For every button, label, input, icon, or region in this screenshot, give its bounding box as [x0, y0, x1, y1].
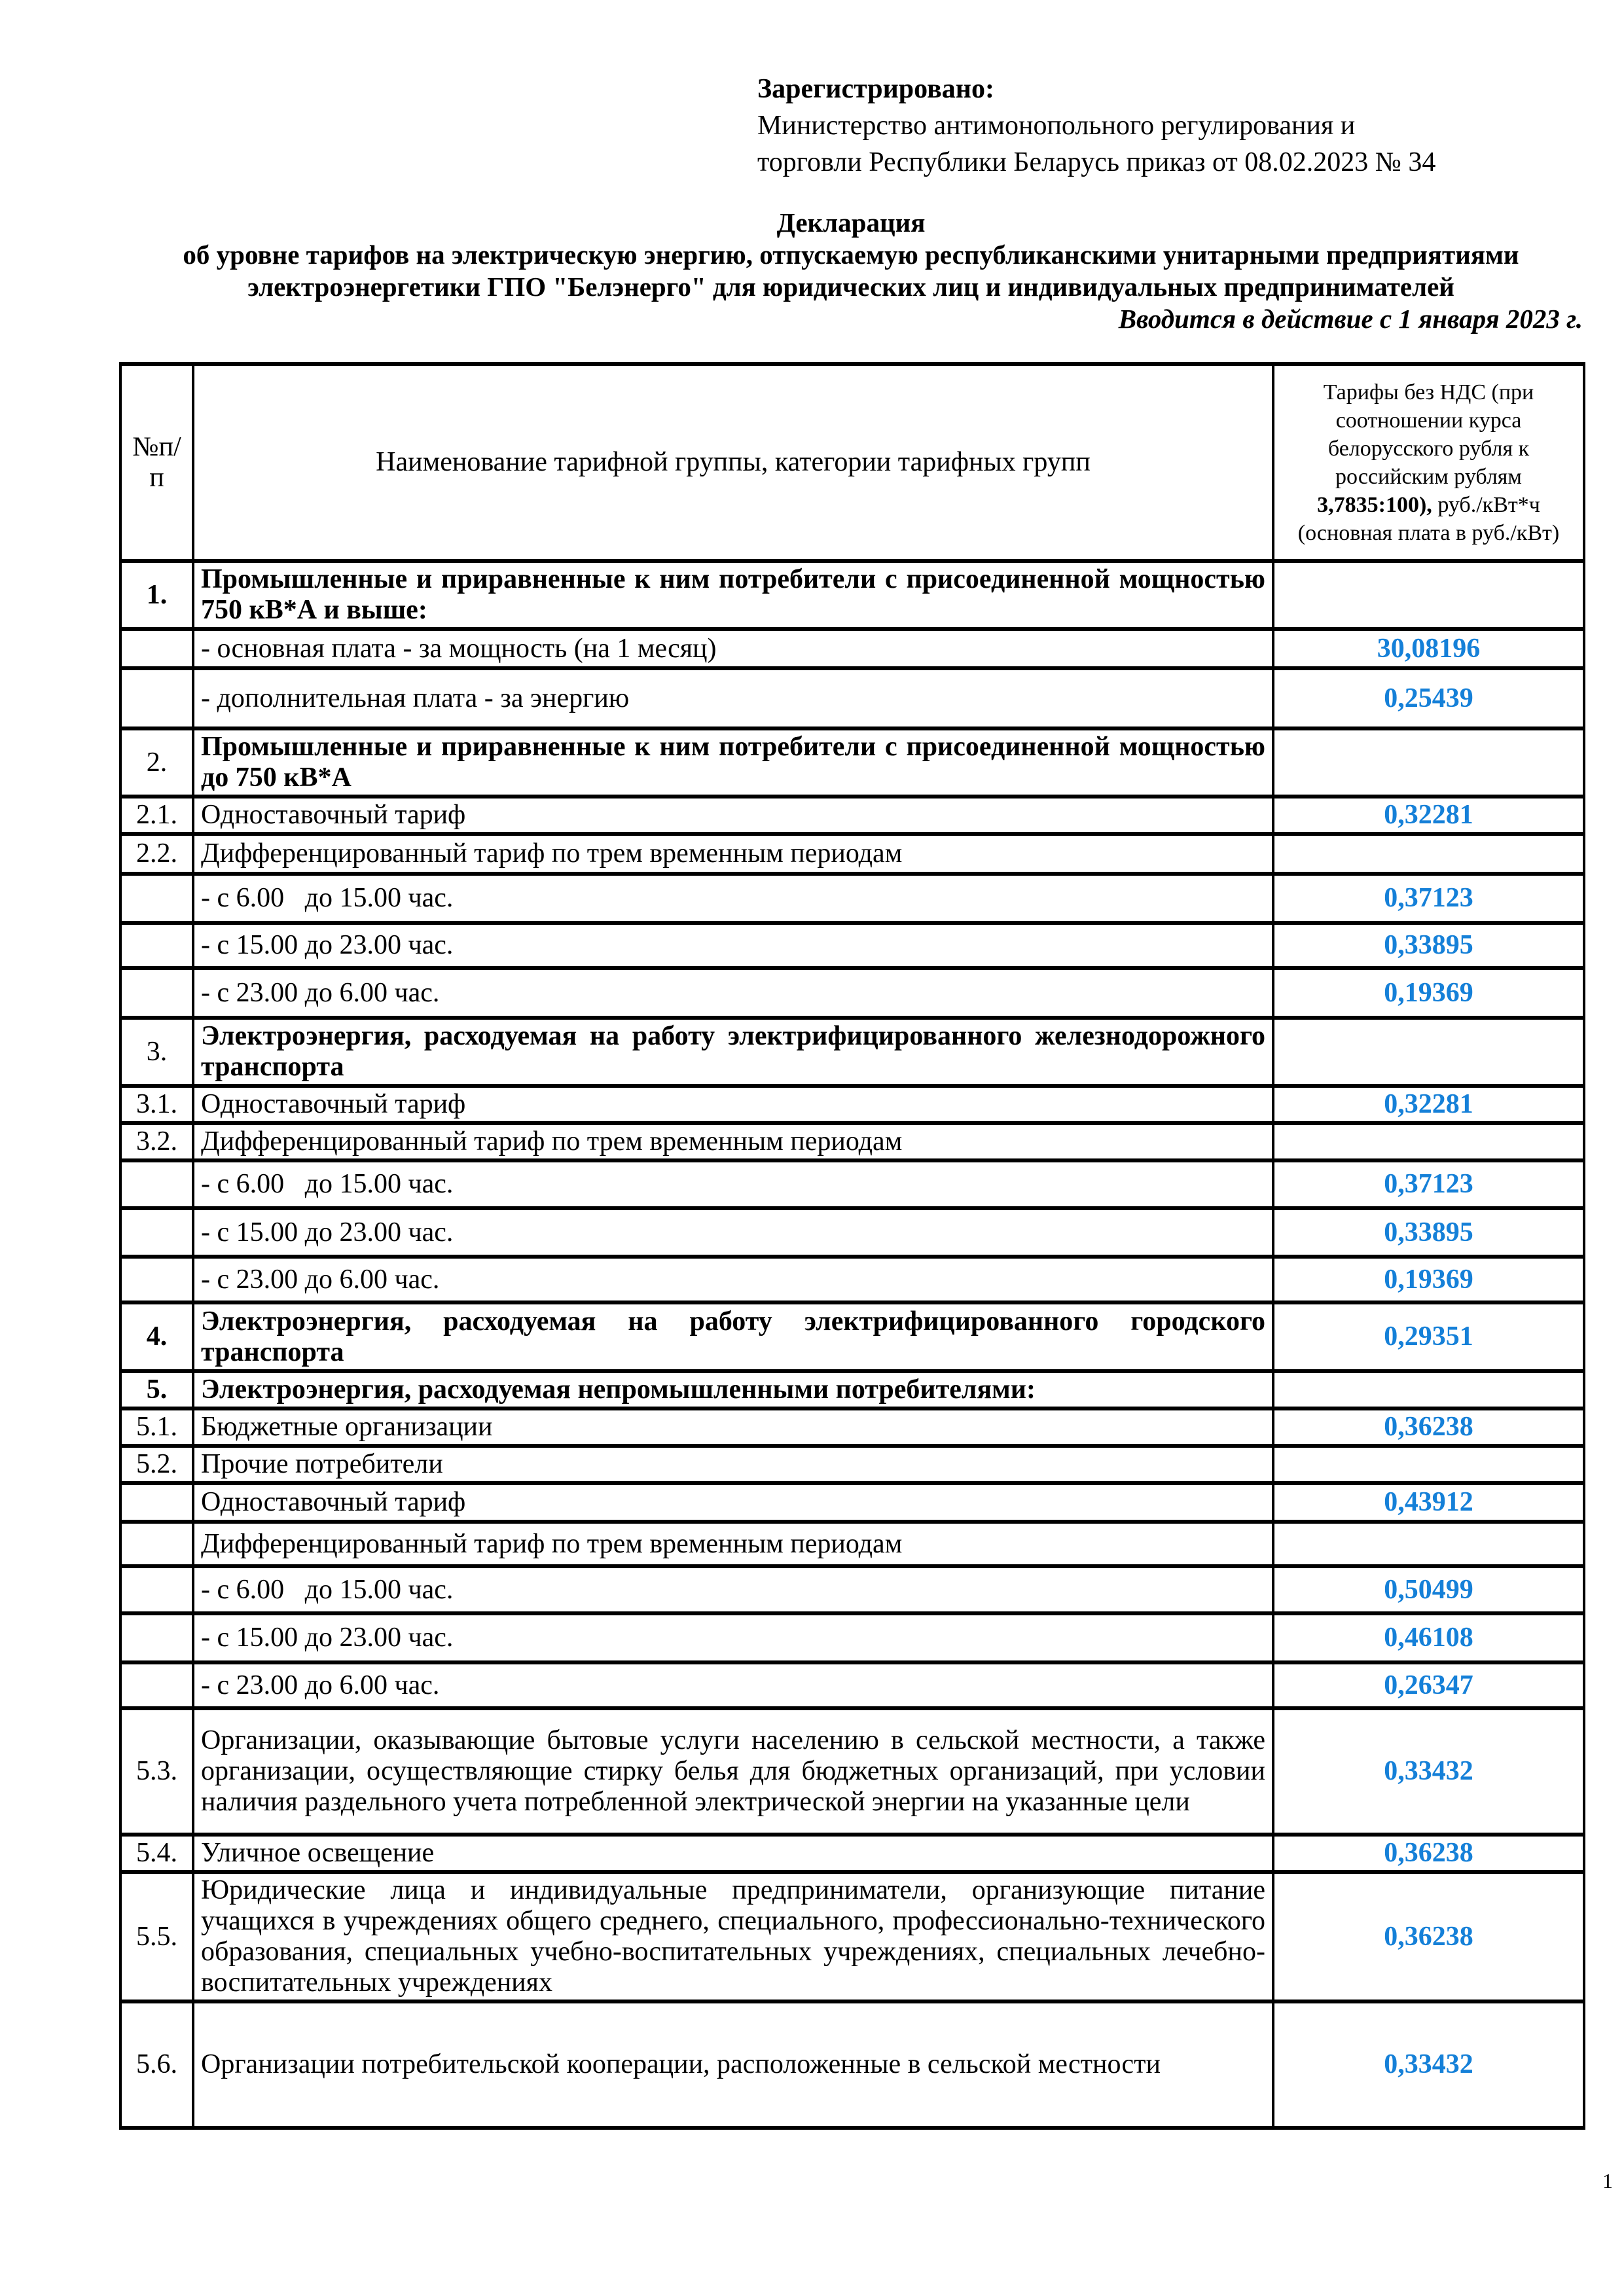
table-row	[120, 1566, 1584, 1613]
table-row	[120, 1483, 1584, 1522]
table-row	[120, 2001, 1584, 2128]
row-number: 3.1.	[120, 1086, 193, 1123]
tariff-group-label: Одноставочный тариф	[193, 797, 1273, 834]
tariff-group-label: - с 15.00 до 23.00 час.	[193, 1208, 1273, 1257]
tariff-value: 0,19369	[1273, 1257, 1584, 1302]
tariff-value: 0,50499	[1273, 1566, 1584, 1613]
table-row	[120, 1522, 1584, 1566]
registered-block	[757, 71, 1435, 181]
row-number	[120, 923, 193, 968]
tariff-group-label: Организации потребительской кооперации, расположенные в сельской местности	[193, 2001, 1273, 2128]
tariff-group-label: Электроэнергия, расходуемая на работу электрифицированного железнодорожного транспорта	[193, 1018, 1273, 1086]
registered-label: Зарегистрировано:	[757, 74, 994, 104]
page-title: Декларация	[776, 207, 926, 238]
tariff-group-label: Одноставочный тариф	[193, 1086, 1273, 1123]
tariff-value	[1273, 1371, 1584, 1408]
table-row	[120, 1408, 1584, 1446]
tariff-group-label: Прочие потребители	[193, 1446, 1273, 1483]
col-tariff-header	[1273, 364, 1584, 561]
title-block	[119, 207, 1583, 335]
row-number	[120, 1522, 193, 1566]
tariff-group-label: Дифференцированный тариф по трем временным периодам	[193, 834, 1273, 874]
row-number: 2.2.	[120, 834, 193, 874]
tariff-group-label: - основная плата - за мощность (на 1 месяц)	[193, 629, 1273, 668]
table-row	[120, 797, 1584, 834]
col-tariff-header-prefix: Тарифы без НДС (при соотношении курса белорусского рубля к российским рублям	[1323, 380, 1534, 489]
tariff-value	[1273, 1123, 1584, 1160]
table-row	[120, 728, 1584, 797]
row-number	[120, 1257, 193, 1302]
tariff-table	[119, 362, 1585, 2130]
table-row	[120, 1208, 1584, 1257]
tariff-group-label: - с 6.00 до 15.00 час.	[193, 1160, 1273, 1208]
row-number: 5.6.	[120, 2001, 193, 2128]
table-row	[120, 1018, 1584, 1086]
row-number: 5.5.	[120, 1872, 193, 2001]
tariff-value: 0,25439	[1273, 668, 1584, 728]
row-number	[120, 1160, 193, 1208]
tariff-value: 0,33895	[1273, 1208, 1584, 1257]
row-number: 4.	[120, 1302, 193, 1371]
tariff-value: 30,08196	[1273, 629, 1584, 668]
tariff-value: 0,33432	[1273, 1708, 1584, 1835]
table-row	[120, 668, 1584, 728]
tariff-group-label: Электроэнергия, расходуемая на работу электрифицированного городского транспорта	[193, 1302, 1273, 1371]
table-row	[120, 1371, 1584, 1408]
row-number	[120, 1662, 193, 1708]
registered-line: Министерство антимонопольного регулирования и	[757, 111, 1356, 141]
table-row	[120, 1257, 1584, 1302]
row-number	[120, 1208, 193, 1257]
row-number: 3.	[120, 1018, 193, 1086]
table-row	[120, 1446, 1584, 1483]
row-number	[120, 629, 193, 668]
tariff-value	[1273, 561, 1584, 629]
tariff-value	[1273, 834, 1584, 874]
tariff-group-label: - с 23.00 до 6.00 час.	[193, 1662, 1273, 1708]
tariff-value: 0,37123	[1273, 1160, 1584, 1208]
table-row	[120, 1302, 1584, 1371]
col-number-header: №п/п	[120, 364, 193, 561]
tariff-value	[1273, 1446, 1584, 1483]
tariff-value: 0,33432	[1273, 2001, 1584, 2128]
tariff-group-label: Уличное освещение	[193, 1835, 1273, 1872]
table-row	[120, 1872, 1584, 2001]
row-number: 1.	[120, 561, 193, 629]
tariff-table-body	[120, 561, 1584, 2128]
col-name-header: Наименование тарифной группы, категории тарифных групп	[193, 364, 1273, 561]
row-number	[120, 1613, 193, 1662]
tariff-table-header	[120, 364, 1584, 561]
tariff-value: 0,46108	[1273, 1613, 1584, 1662]
row-number: 5.3.	[120, 1708, 193, 1835]
table-row	[120, 874, 1584, 923]
row-number: 2.1.	[120, 797, 193, 834]
col-tariff-header-rate: 3,7835:100),	[1317, 492, 1432, 517]
tariff-group-label: Дифференцированный тариф по трем временным периодам	[193, 1123, 1273, 1160]
tariff-group-label: - с 15.00 до 23.00 час.	[193, 923, 1273, 968]
table-row	[120, 923, 1584, 968]
table-row	[120, 1835, 1584, 1872]
tariff-group-label: Бюджетные организации	[193, 1408, 1273, 1446]
tariff-group-label: - с 6.00 до 15.00 час.	[193, 1566, 1273, 1613]
row-number: 2.	[120, 728, 193, 797]
table-row	[120, 629, 1584, 668]
row-number	[120, 1483, 193, 1522]
tariff-value: 0,29351	[1273, 1302, 1584, 1371]
row-number: 5.1.	[120, 1408, 193, 1446]
row-number: 5.	[120, 1371, 193, 1408]
row-number: 5.4.	[120, 1835, 193, 1872]
row-number: 5.2.	[120, 1446, 193, 1483]
effective-date-note: Вводится в действие с 1 января 2023 г.	[1118, 304, 1583, 334]
tariff-group-label: Одноставочный тариф	[193, 1483, 1273, 1522]
row-number	[120, 1566, 193, 1613]
tariff-value: 0,33895	[1273, 923, 1584, 968]
title-subtitle-line: об уровне тарифов на электрическую энергию, отпускаемую республиканскими унитарными предприятиями	[183, 240, 1519, 270]
tariff-value: 0,36238	[1273, 1835, 1584, 1872]
row-number: 3.2.	[120, 1123, 193, 1160]
tariff-value: 0,32281	[1273, 1086, 1584, 1123]
tariff-group-label: - с 23.00 до 6.00 час.	[193, 1257, 1273, 1302]
tariff-group-label: Организации, оказывающие бытовые услуги населению в сельской местности, а также организации, осуществляющие стирку белья для бюджетных организаций, при условии наличия раздельного учета потребленной электрической энергии на указанные цели	[193, 1708, 1273, 1835]
col-tariff-header-suffix: руб./кВт*ч (основная плата в руб./кВт)	[1297, 492, 1560, 545]
tariff-group-label: - дополнительная плата - за энергию	[193, 668, 1273, 728]
table-row	[120, 834, 1584, 874]
row-number	[120, 968, 193, 1018]
table-row	[120, 1662, 1584, 1708]
table-row	[120, 1123, 1584, 1160]
tariff-group-label: - с 6.00 до 15.00 час.	[193, 874, 1273, 923]
tariff-value	[1273, 1018, 1584, 1086]
tariff-value: 0,26347	[1273, 1662, 1584, 1708]
tariff-group-label: Промышленные и приравненные к ним потребители с присоединенной мощностью до 750 кВ*А	[193, 728, 1273, 797]
tariff-group-label: - с 23.00 до 6.00 час.	[193, 968, 1273, 1018]
table-row	[120, 1086, 1584, 1123]
tariff-group-label: Дифференцированный тариф по трем временным периодам	[193, 1522, 1273, 1566]
header-row	[120, 364, 1584, 561]
table-row	[120, 1160, 1584, 1208]
row-number	[120, 874, 193, 923]
tariff-value: 0,19369	[1273, 968, 1584, 1018]
tariff-value	[1273, 1522, 1584, 1566]
tariff-group-label: Промышленные и приравненные к ним потребители с присоединенной мощностью 750 кВ*А и выше:	[193, 561, 1273, 629]
tariff-group-label: - с 15.00 до 23.00 час.	[193, 1613, 1273, 1662]
tariff-value	[1273, 728, 1584, 797]
row-number	[120, 668, 193, 728]
table-row	[120, 1613, 1584, 1662]
table-row	[120, 968, 1584, 1018]
tariff-value: 0,36238	[1273, 1408, 1584, 1446]
registered-line: торговли Республики Беларусь приказ от 08.02.2023 № 34	[757, 147, 1436, 177]
table-row	[120, 561, 1584, 629]
page-number: 1	[1602, 2169, 1613, 2193]
title-subtitle-line: электроэнергетики ГПО "Белэнерго" для юридических лиц и индивидуальных предпринимателей	[247, 272, 1454, 302]
tariff-value: 0,32281	[1273, 797, 1584, 834]
tariff-group-label: Электроэнергия, расходуемая непромышленными потребителями:	[193, 1371, 1273, 1408]
tariff-value: 0,43912	[1273, 1483, 1584, 1522]
tariff-value: 0,36238	[1273, 1872, 1584, 2001]
table-row	[120, 1708, 1584, 1835]
tariff-group-label: Юридические лица и индивидуальные предприниматели, организующие питание учащихся в учреждениях общего среднего, специального, профессионально-технического образования, специальных учебно-воспитательных учреждениях, специальных лечебно-воспитательных учреждениях	[193, 1872, 1273, 2001]
tariff-value: 0,37123	[1273, 874, 1584, 923]
